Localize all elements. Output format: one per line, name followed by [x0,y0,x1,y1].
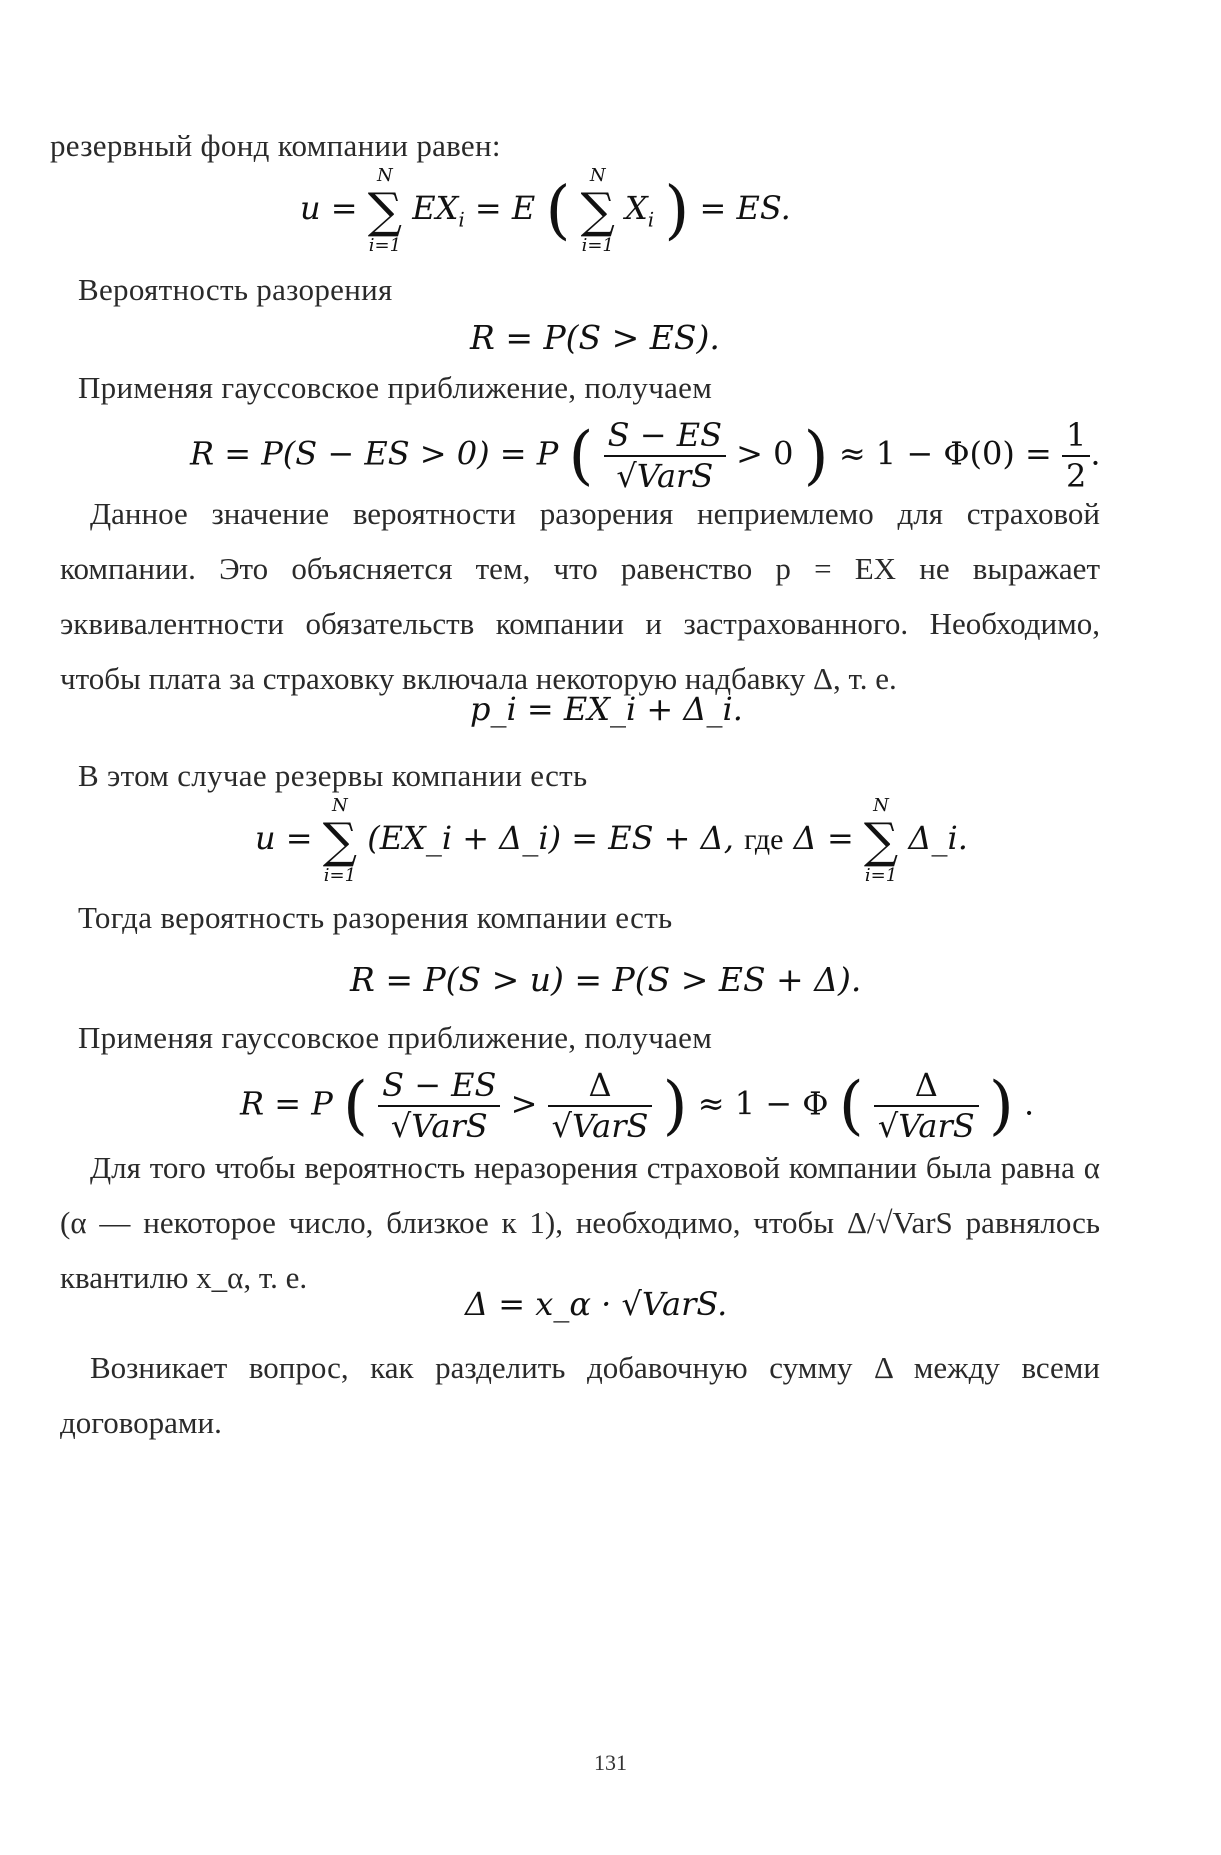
fraction-1 [378,1068,500,1144]
formula-5-rhs: Δ = [793,819,854,858]
formula-1-expectation: = E [474,189,536,228]
formula-premium: p_i = EX_i + Δ_i. [470,690,743,728]
fraction-denominator: √VarS [551,1107,649,1146]
paragraph-2: Вероятность разорения [78,272,393,307]
formula-reserve [300,165,791,256]
formula-3-approx: ≈ 1 − Φ(0) = [838,434,1052,473]
sum-upper-limit: N [377,165,393,186]
formula-1-lhs: u = [300,189,358,228]
paragraph-5: В этом случае резервы компании есть [78,758,588,793]
formula-5-where: где [744,823,784,857]
fraction-3 [874,1068,979,1144]
formula-ruin-probability: R = P(S > ES). [470,318,720,357]
formula-5-tail: Δ_i. [908,819,968,858]
paragraph-9: Возникает вопрос, как разделить добавочную сумму Δ между всеми договорами. [60,1350,1100,1440]
formula-margin: Δ = x_α · √VarS. [465,1285,728,1323]
paragraph-1: резервный фонд компании равен: [50,128,501,163]
paren-left-2: ( [838,1069,864,1144]
formula-1-term-x: X [625,189,648,228]
paren-right: ) [664,173,690,248]
formula-5-body: (EX_i + Δ_i) = ES + Δ, [367,819,734,858]
sum-lower-limit: i=1 [581,234,614,256]
fraction-numerator: Δ [548,1068,653,1107]
fraction-denominator: √VarS [390,1107,488,1146]
formula-1-term-ex: EX [412,189,459,228]
formula-gauss-1 [190,418,1101,494]
fraction-numerator: 1 [1062,418,1090,457]
page-number: 131 [594,1750,627,1775]
sum-symbol-inner: N ∑ i=1 [580,165,615,256]
sum-symbol: N ∑ i=1 [322,795,358,886]
paragraph-7: Применяя гауссовское приближение, получаем [78,1020,713,1055]
formula-3-gt: > 0 [736,434,794,473]
formula-7-dot: . [1024,1084,1035,1123]
formula-gauss-2 [240,1068,1034,1144]
formula-5-lhs: u = [255,819,313,858]
sum-lower-limit: i=1 [368,234,402,256]
formula-ruin-with-margin: R = P(S > u) = P(S > ES + Δ). [350,960,862,999]
paren-right-2: ) [988,1069,1014,1144]
fraction-numerator: S − ES [378,1068,500,1107]
formula-1-result: = ES. [699,189,791,228]
formula-1-sub-2: i [647,207,655,232]
fraction-numerator: Δ [874,1068,979,1107]
formula-7-start: R = P [240,1084,333,1123]
paragraph-3: Применяя гауссовское приближение, получаем [78,370,713,405]
sum-symbol: N ∑ i=1 [367,165,403,256]
fraction-denominator: √VarS [877,1107,975,1146]
paragraph-8: Для того чтобы вероятность неразорения страховой компании была равна α (α — некоторое число, близкое к 1), необходимо, чтобы Δ/√VarS равнялось квантилю x_α, т. е. [60,1150,1100,1295]
sum-symbol-2: N ∑ i=1 [863,795,899,886]
formula-reserves-sum [255,795,968,886]
paren-right: ) [803,419,829,494]
formula-7-approx: ≈ 1 − Φ [697,1084,829,1123]
sum-upper-limit: N [589,165,606,186]
paragraph-4: Данное значение вероятности разорения неприемлемо для страховой компании. Это объясняется тем, что равенство p = EX не выражает эквивалентности обязательств компании и застрахованного. Необходимо, чтобы плата за страховку включала некоторую надбавку Δ, т. е. [60,496,1100,696]
sum-lower-limit: i=1 [323,864,357,886]
sum-lower-limit: i=1 [864,864,898,886]
paragraph-6: Тогда вероятность разорения компании есть [78,900,673,935]
fraction-half [1062,418,1090,494]
fraction-2 [548,1068,653,1144]
fraction-denominator: 2 [1066,457,1087,496]
paren-right: ) [662,1069,688,1144]
formula-7-gt: > [510,1084,538,1123]
paren-left: ( [545,173,571,248]
formula-1-sub: i [458,207,465,232]
fraction [604,418,726,494]
fraction-denominator: √VarS [616,457,714,496]
fraction-numerator: S − ES [604,418,726,457]
formula-3-dot: . [1090,434,1101,473]
paren-left: ( [342,1069,368,1144]
formula-3-start: R = P(S − ES > 0) = P [190,434,559,473]
sum-upper-limit: N [873,795,889,816]
sum-upper-limit: N [332,795,348,816]
paren-left: ( [568,419,594,494]
